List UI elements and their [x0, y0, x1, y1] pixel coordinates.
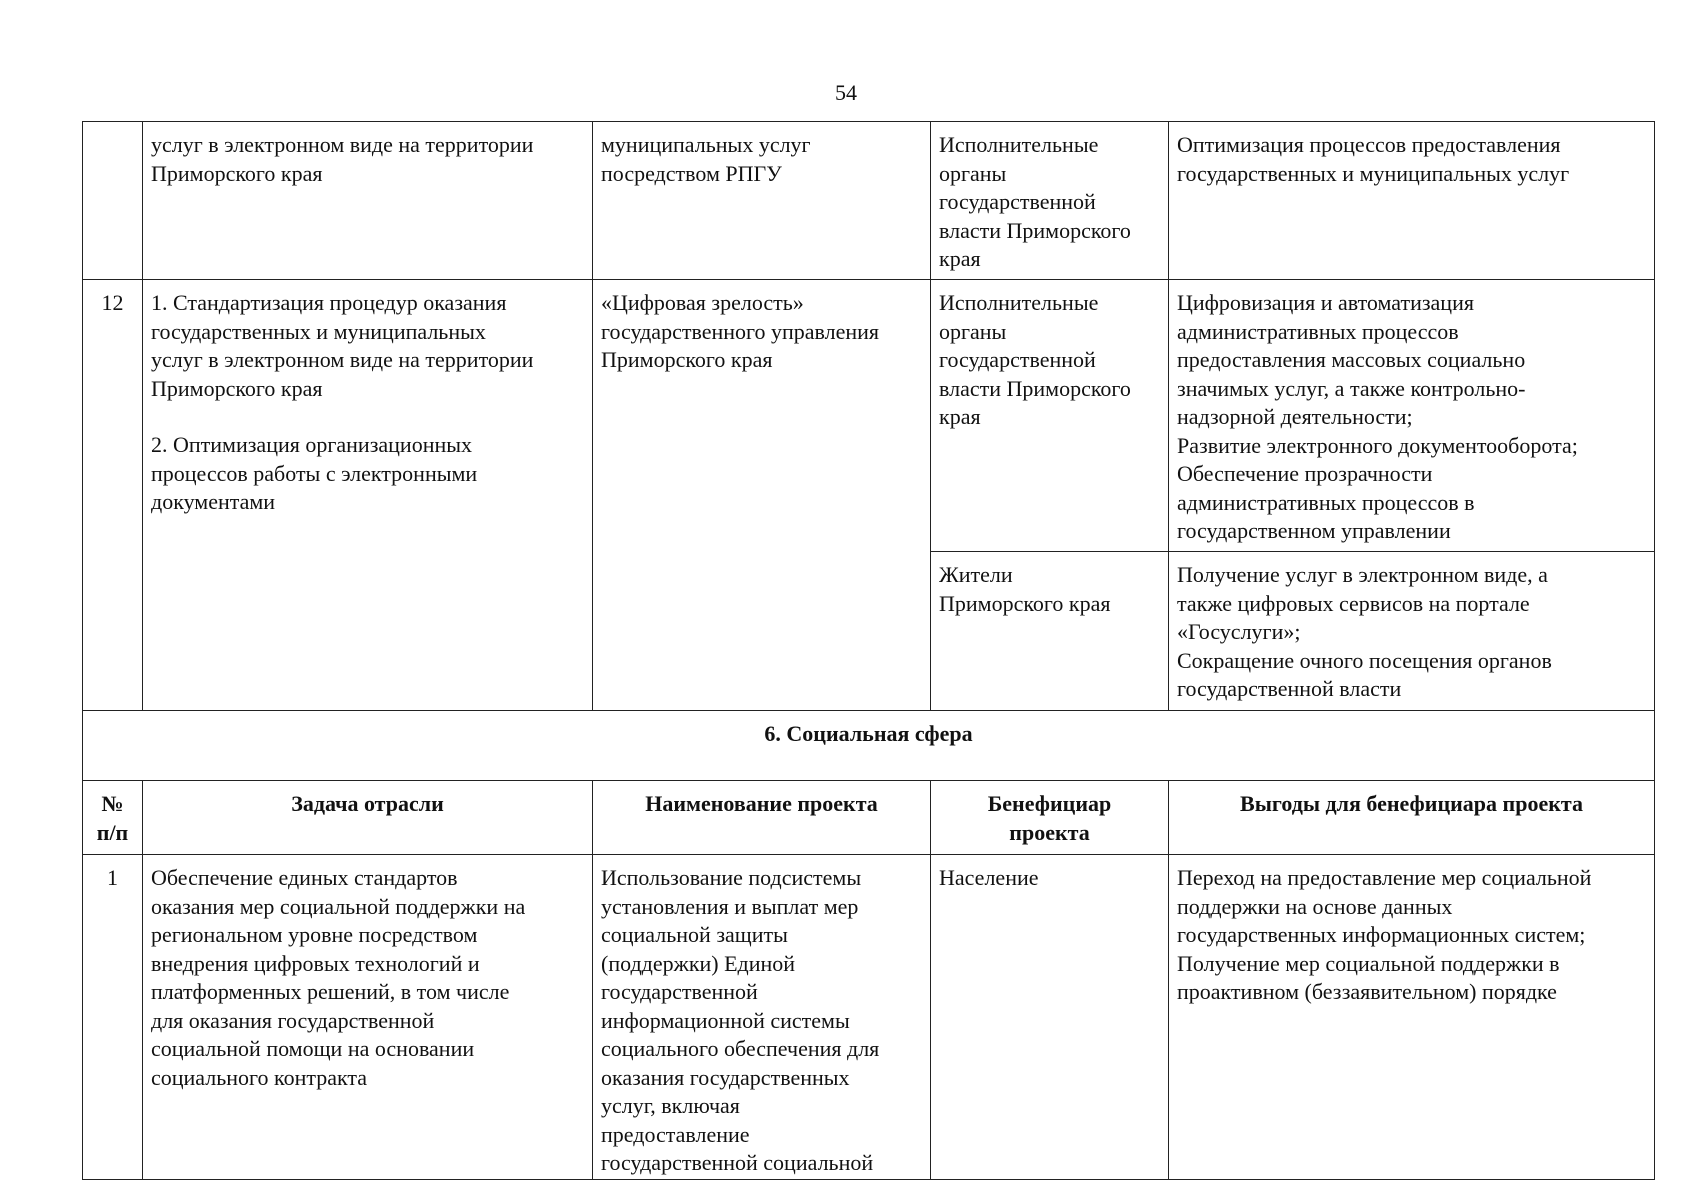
beneficiary-cell: Жители Приморского края — [931, 552, 1169, 711]
row-number-cell: 12 — [83, 280, 143, 711]
task-cell: Обеспечение единых стандартов оказания мер социальной поддержки на региональном уровне посредством внедрения цифровых технологий и платформенных решений, в том числе для оказания государственной социальной помощи на основании социального контракта — [143, 855, 593, 1180]
section-title: 6. Социальная сфера — [83, 711, 1655, 781]
task-cell: услуг в электронном виде на территории Приморского края — [143, 122, 593, 280]
beneficiary-cell: Исполнительные органы государственной власти Приморского края — [931, 122, 1169, 280]
task-cell: 1. Стандартизация процедур оказания государственных и муниципальных услуг в электронном виде на территории Приморского края 2. Оптимизация организационных процессов работы с электронными документами — [143, 280, 593, 711]
header-project: Наименование проекта — [593, 781, 931, 855]
project-cell: Использование подсистемы установления и выплат мер социальной защиты (поддержки) Единой государственной информационной системы социального обеспечения для оказания государственных услуг, включая предоставление государственной социальной — [593, 855, 931, 1180]
row-number-cell: 1 — [83, 855, 143, 1180]
projects-table — [82, 121, 1655, 1180]
table-row — [83, 855, 1655, 1180]
table-row — [83, 280, 1655, 552]
row-number-cell — [83, 122, 143, 280]
project-cell: муниципальных услуг посредством РПГУ — [593, 122, 931, 280]
table-row — [83, 122, 1655, 280]
benefits-cell: Получение услуг в электронном виде, а также цифровых сервисов на портале «Госуслуги»; Сокращение очного посещения органов государственной власти — [1169, 552, 1655, 711]
header-benefits: Выгоды для бенефициара проекта — [1169, 781, 1655, 855]
page-number: 54 — [835, 80, 857, 105]
header-beneficiary: Бенефициар проекта — [931, 781, 1169, 855]
header-row — [83, 781, 1655, 855]
benefits-cell: Переход на предоставление мер социальной поддержки на основе данных государственных информационных систем; Получение мер социальной поддержки в проактивном (беззаявительном) порядке — [1169, 855, 1655, 1180]
section-row — [83, 711, 1655, 781]
beneficiary-cell: Исполнительные органы государственной власти Приморского края — [931, 280, 1169, 552]
project-cell: «Цифровая зрелость» государственного управления Приморского края — [593, 280, 931, 711]
beneficiary-cell: Население — [931, 855, 1169, 1180]
header-num: № п/п — [83, 781, 143, 855]
benefits-cell: Цифровизация и автоматизация административных процессов предоставления массовых социально значимых услуг, а также контрольно- надзорной деятельности; Развитие электронного документооборота; Обеспечение прозрачности административных процессов в государственном управлении — [1169, 280, 1655, 552]
header-task: Задача отрасли — [143, 781, 593, 855]
benefits-cell: Оптимизация процессов предоставления государственных и муниципальных услуг — [1169, 122, 1655, 280]
